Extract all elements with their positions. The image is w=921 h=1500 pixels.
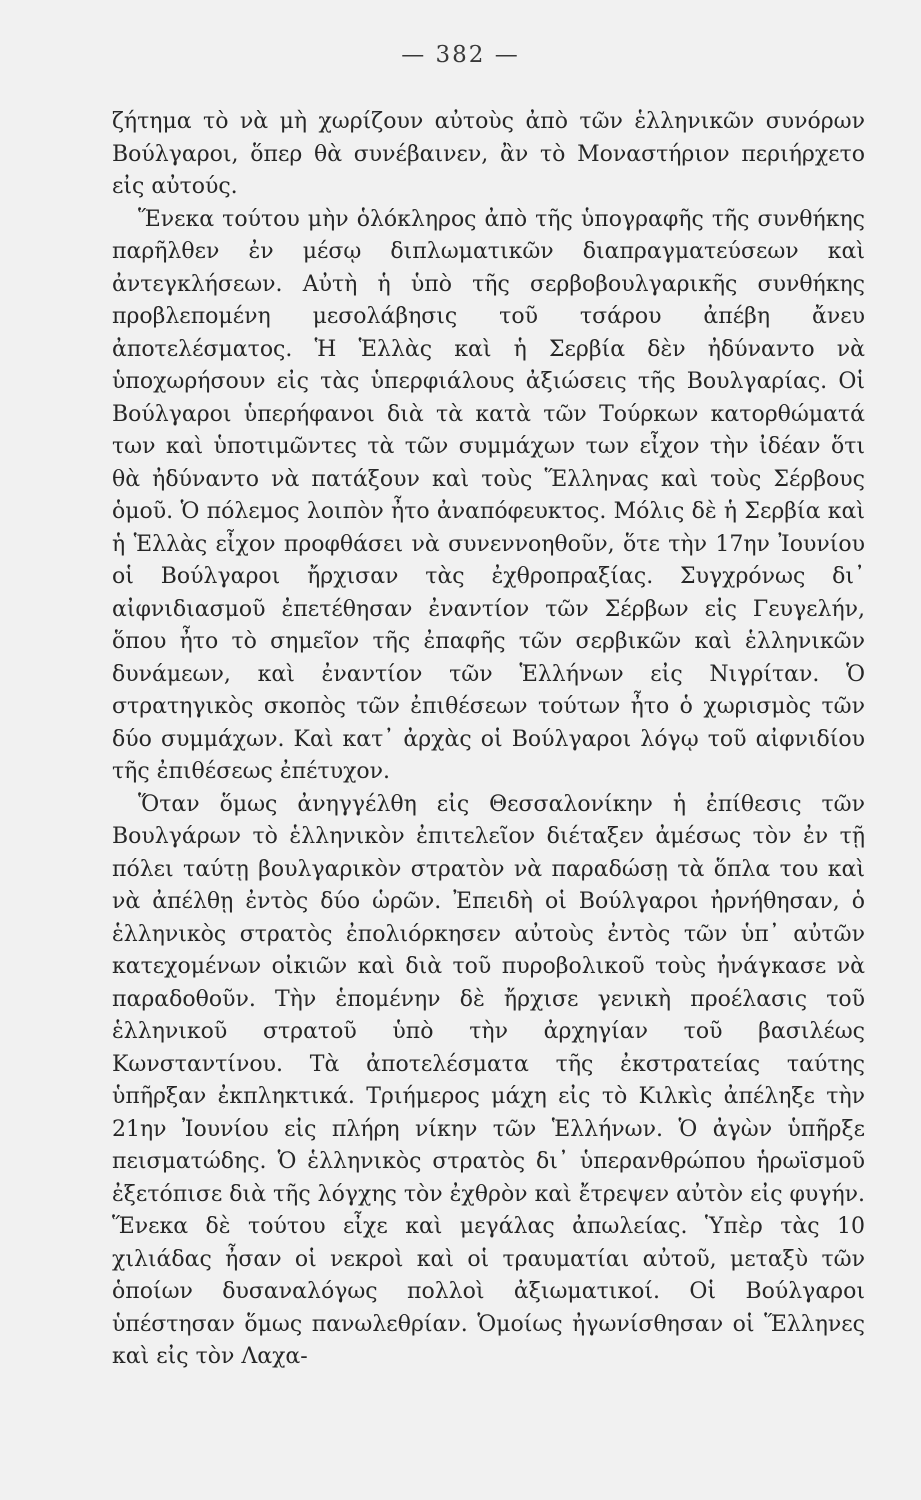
body-text	[112, 106, 865, 1374]
paragraph-1: ζήτημα τὸ νὰ μὴ χωρίζουν αὐτοὺς ἀπὸ τῶν ἑλληνικῶν συνόρων Βούλγαροι, ὅπερ θὰ συνέβαινεν, ἂν τὸ Μοναστήριον περιήρχετο εἰς αὐτούς.	[112, 109, 865, 199]
page-number: — 382 —	[401, 42, 520, 68]
paragraph-2: Ἕνεκα τούτου μὴν ὁλόκληρος ἀπὸ τῆς ὑπογραφῆς τῆς συνθήκης παρῆλθεν ἐν μέσῳ διπλωματικῶν διαπραγματεύσεων καὶ ἀντεγκλήσεων. Αὐτὴ ἡ ὑπὸ τῆς σερβοβουλγαρικῆς συνθήκης προβλεπομένη μεσολάβησις τοῦ τσάρου ἀπέβη ἄνευ ἀποτελέσματος. Ἡ Ἑλλὰς καὶ ἡ Σερβία δὲν ἠδύναντο νὰ ὑποχωρήσουν εἰς τὰς ὑπερφιάλους ἀξιώσεις τῆς Βουλγαρίας. Οἱ Βούλγαροι ὑπερήφανοι διὰ τὰ κατὰ τῶν Τούρκων κατορθώματά των καὶ ὑποτιμῶντες τὰ τῶν συμμάχων των εἶχον τὴν ἰδέαν ὅτι θὰ ἠδύναντο νὰ πατάξουν καὶ τοὺς Ἕλληνας καὶ τοὺς Σέρβους ὁμοῦ. Ὁ πόλεμος λοιπὸν ἦτο ἀναπόφευκτος. Μόλις δὲ ἡ Σερβία καὶ ἡ Ἑλλὰς εἶχον προφθάσει νὰ συνεννοηθοῦν, ὅτε τὴν 17ην Ἰουνίου οἱ Βούλγαροι ἤρχισαν τὰς ἐχθροπραξίας. Συγχρόνως δι᾿ αἰφνιδιασμοῦ ἐπετέθησαν ἐναντίον τῶν Σέρβων εἰς Γευγελήν, ὅπου ἦτο τὸ σημεῖον τῆς ἐπαφῆς τῶν σερβικῶν καὶ ἑλληνικῶν δυνάμεων, καὶ ἐναντίον τῶν Ἑλλήνων εἰς Νιγρίταν. Ὁ στρατηγικὸς σκοπὸς τῶν ἐπιθέσεων τούτων ἦτο ὁ χωρισμὸς τῶν δύο συμμάχων. Καὶ κατ᾿ ἀρχὰς οἱ Βούλγαροι λόγῳ τοῦ αἰφνιδίου τῆς ἐπιθέσεως ἐπέτυχον.	[112, 206, 865, 784]
paragraph-3: Ὅταν ὅμως ἀνηγγέλθη εἰς Θεσσαλονίκην ἡ ἐπίθεσις τῶν Βουλγάρων τὸ ἑλληνικὸν ἐπιτελεῖον διέταξεν ἀμέσως τὸν ἐν τῇ πόλει ταύτῃ βουλγαρικὸν στρατὸν νὰ παραδώσῃ τὰ ὅπλα του καὶ νὰ ἀπέλθῃ ἐντὸς δύο ὡρῶν. Ἐπειδὴ οἱ Βούλγαροι ἠρνήθησαν, ὁ ἑλληνικὸς στρατὸς ἐπολιόρκησεν αὐτοὺς ἐντὸς τῶν ὑπ᾿ αὐτῶν κατεχομένων οἰκιῶν καὶ διὰ τοῦ πυροβολικοῦ τοὺς ἠνάγκασε νὰ παραδοθοῦν. Τὴν ἑπομένην δὲ ἤρχισε γενικὴ προέλασις τοῦ ἑλληνικοῦ στρατοῦ ὑπὸ τὴν ἀρχηγίαν τοῦ βασιλέως Κωνσταντίνου. Τὰ ἀποτελέσματα τῆς ἐκστρατείας ταύτης ὑπῆρξαν ἐκπληκτικά. Τριήμερος μάχη εἰς τὸ Κιλκὶς ἀπέληξε τὴν 21ην Ἰουνίου εἰς πλήρη νίκην τῶν Ἑλλήνων. Ὁ ἀγὼν ὑπῆρξε πεισματώδης. Ὁ ἑλληνικὸς στρατὸς δι᾿ ὑπερανθρώπου ἡρωϊσμοῦ ἐξετόπισε διὰ τῆς λόγχης τὸν ἐχθρὸν καὶ ἔτρεψεν αὐτὸν εἰς φυγήν. Ἕνεκα δὲ τούτου εἶχε καὶ μεγάλας ἀπωλείας. Ὑπὲρ τὰς 10 χιλιάδας ἦσαν οἱ νεκροὶ καὶ οἱ τραυματίαι αὐτοῦ, μεταξὺ τῶν ὁποίων δυσαναλόγως πολλοὶ ἀξιωματικοί. Οἱ Βούλγαροι ὑπέστησαν ὅμως πανωλεθρίαν. Ὁμοίως ἠγωνίσθησαν οἱ Ἕλληνες καὶ εἰς τὸν Λαχα-	[112, 791, 865, 1369]
